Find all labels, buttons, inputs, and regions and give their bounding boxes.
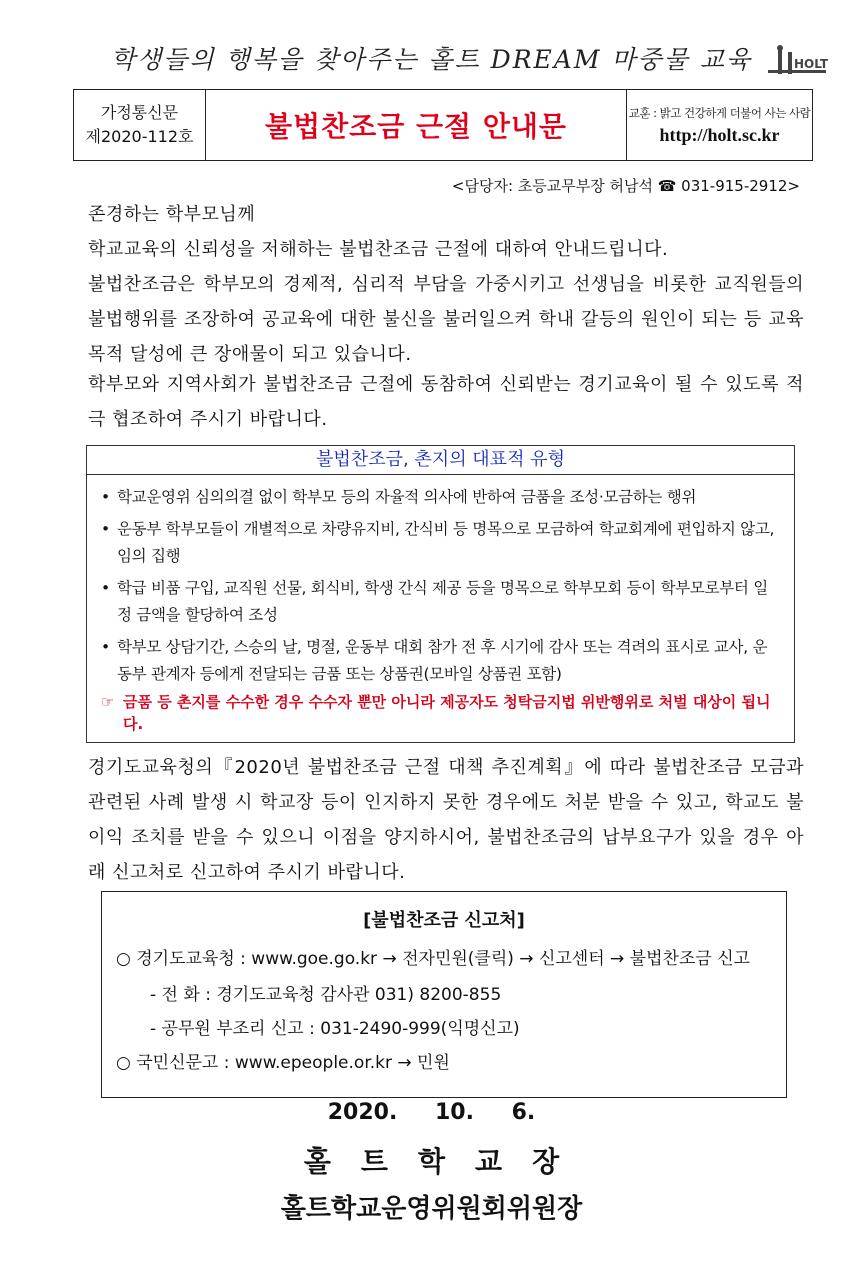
notice-id-cell bbox=[74, 90, 206, 160]
school-principal: 홀트학교장 bbox=[303, 1145, 590, 1178]
greeting: 존경하는 학부모님께 bbox=[88, 204, 256, 225]
bullet-icon: • bbox=[101, 520, 110, 538]
committee-chair: 홀트학교운영위원회위원장 bbox=[280, 1194, 583, 1224]
issue-date: 2020. 10. 6. bbox=[327, 1100, 536, 1125]
logo-text: HOLT bbox=[794, 57, 829, 71]
list-item: • 학교운영위 심의의결 없이 학부모 등의 자율적 의사에 반하여 금품을 조성·모금하는 행위 bbox=[101, 484, 781, 511]
pointing-hand-icon: ☞ bbox=[101, 693, 115, 711]
notice-number: 제2020-112호 bbox=[85, 127, 194, 146]
slogan: 학생들의 행복을 찾아주는 홀트 DREAM 마중물 교육 bbox=[110, 45, 753, 74]
body-paragraph-1: 불법찬조금은 학부모의 경제적, 심리적 부담을 가중시키고 선생님을 비롯한 교직원들의 불법행위를 조장하여 공교육에 대한 불신을 불러일으켜 학내 갈등의 원인이 되는 등 교육목적 달성에 큰 장애물이 되고 있습니다. bbox=[88, 274, 804, 365]
notice-category: 가정통신문 bbox=[100, 103, 179, 122]
school-motto: 교훈 : 밝고 건강하게 더불어 사는 사람 bbox=[628, 105, 811, 120]
list-item: • 학부모 상담기간, 스승의 날, 명절, 운동부 대회 참가 전 후 시기에 감사 또는 격려의 표시로 교사, 운동부 관계자 등에게 전달되는 금품 또는 상품권(모바일 상품권 포함) bbox=[101, 634, 781, 688]
header-table bbox=[73, 89, 813, 161]
types-title: 불법찬조금, 촌지의 대표적 유형 bbox=[87, 446, 794, 475]
report-line-epeople: ○ 국민신문고 : www.epeople.or.kr → 민원 bbox=[116, 1053, 450, 1073]
bullet-icon: • bbox=[101, 579, 110, 597]
school-info-cell bbox=[627, 90, 812, 160]
notice-title: 불법찬조금 근절 안내문 bbox=[206, 90, 627, 160]
body-paragraph-3: 경기도교육청의『2020년 불법찬조금 근절 대책 추진계획』에 따라 불법찬조금 모금과 관련된 사례 발생 시 학교장 등이 인지하지 못한 경우에도 처분 받을 수 있고, 학교도 불이익 조치를 받을 수 있으니 이점을 양지하시어, 불법찬조금의 납부요구가 있을 경우 아래 신고처로 신고하여 주시기 바랍니다. bbox=[88, 757, 804, 883]
school-url[interactable]: http://holt.sc.kr bbox=[659, 124, 780, 145]
report-box bbox=[101, 891, 787, 1098]
report-line-phone: - 전 화 : 경기도교육청 감사관 031) 8200-855 bbox=[150, 985, 502, 1005]
intro-paragraph: 학교교육의 신뢰성을 저해하는 불법찬조금 근절에 대하여 안내드립니다. bbox=[88, 239, 669, 260]
report-line-corruption: - 공무원 부조리 신고 : 031-2490-999(익명신고) bbox=[150, 1019, 520, 1039]
warning-note: ☞ 금품 등 촌지를 수수한 경우 수수자 뿐만 아니라 제공자도 청탁금지법 위반행위로 처벌 대상이 됩니다. bbox=[101, 693, 771, 733]
school-logo bbox=[764, 44, 830, 84]
body-paragraph-2: 학부모와 지역사회가 불법찬조금 근절에 동참하여 신뢰받는 경기교육이 될 수 있도록 적극 협조하여 주시기 바랍니다. bbox=[88, 374, 804, 430]
bullet-icon: • bbox=[101, 488, 110, 506]
bullet-icon: • bbox=[101, 638, 110, 656]
types-list bbox=[101, 484, 781, 693]
report-line-goe: ○ 경기도교육청 : www.goe.go.kr → 전자민원(클릭) → 신고센터 → 불법찬조금 신고 bbox=[116, 949, 751, 969]
report-title: [불법찬조금 신고처] bbox=[363, 910, 525, 931]
types-box bbox=[86, 445, 795, 743]
list-item: • 운동부 학부모들이 개별적으로 차량유지비, 간식비 등 명목으로 모금하여 학교회계에 편입하지 않고, 임의 집행 bbox=[101, 516, 781, 570]
contact-info: <담당자: 초등교무부장 허남석 ☎ 031-915-2912> bbox=[451, 177, 800, 195]
list-item: • 학급 비품 구입, 교직원 선물, 회식비, 학생 간식 제공 등을 명목으로 학부모회 등이 학부모로부터 일정 금액을 할당하여 조성 bbox=[101, 575, 781, 629]
